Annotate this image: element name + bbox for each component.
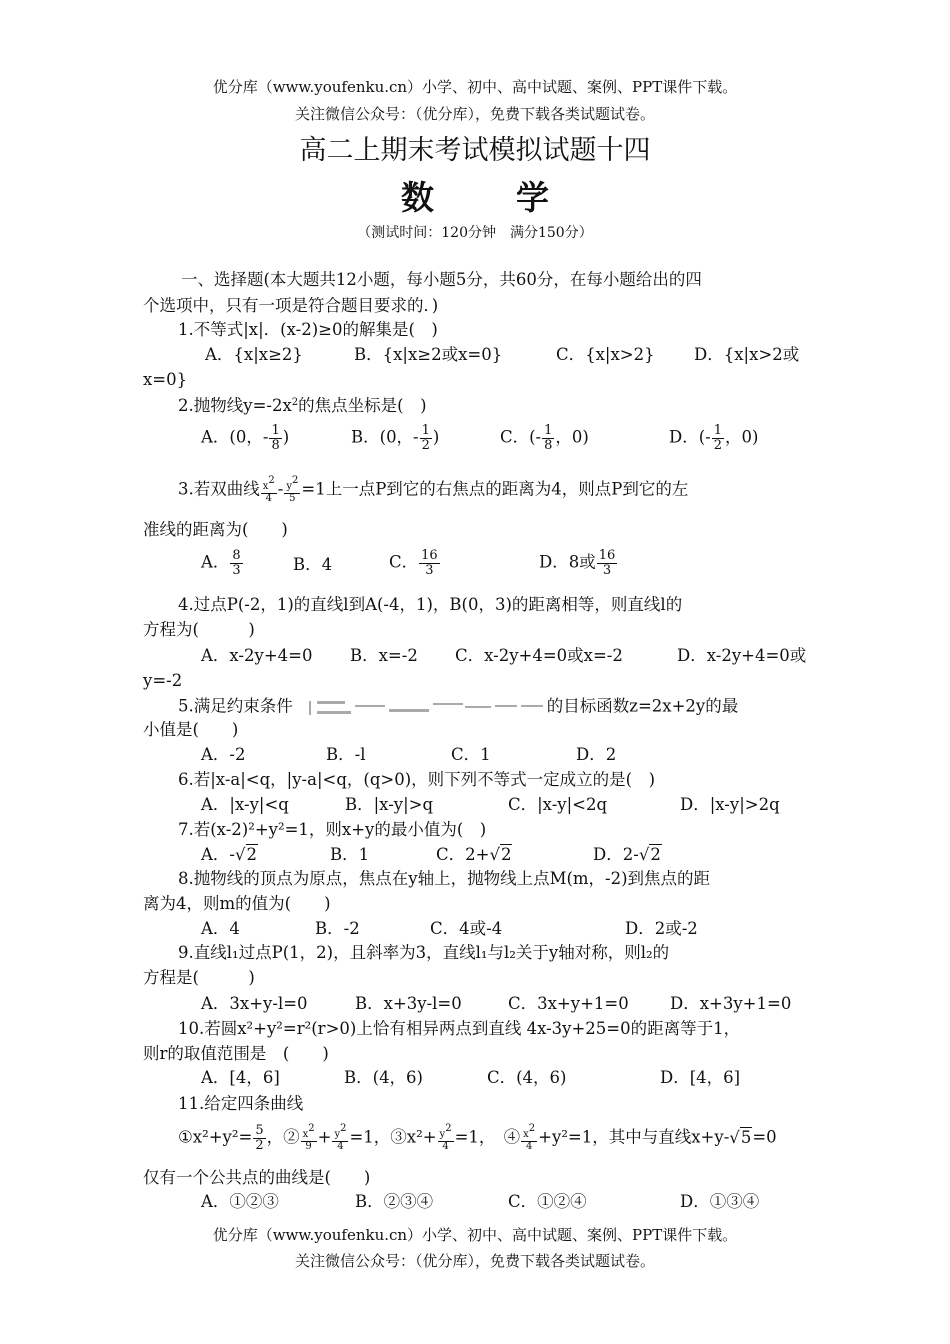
question-7: 7.若(x-2)²+y²=1，则x+y的最小值为( ): [178, 820, 487, 839]
q11-option-c: C．①②④: [508, 1192, 587, 1211]
question-2: 2.抛物线$y=-2x^2$的焦点坐标是( ): [178, 396, 427, 415]
question-11-cont: 仅有一个公共点的曲线是( ): [143, 1168, 371, 1187]
q9-option-c: C．3x+y+1=0: [508, 994, 629, 1013]
q3-option-c: C． $\frac{16}{3}$: [389, 548, 438, 578]
question-1: 1.不等式|x|．(x-2)≥0的解集是( ): [178, 320, 438, 339]
q3-option-d: D．8或 $\frac{16}{3}$: [539, 548, 616, 578]
question-11: 11.给定四条曲线: [178, 1094, 304, 1113]
q10-option-d: D．[4，6]: [660, 1068, 741, 1087]
q8-option-a: A．4: [201, 919, 240, 938]
question-6: 6.若|x-a|<q，|y-a|<q，(q>0)，则下列不等式一定成立的是( ): [178, 770, 656, 789]
q4-option-a: A．x-2y+4=0: [201, 646, 313, 665]
q4-option-b: B．x=-2: [350, 646, 418, 665]
q1-option-c: C．{x|x>2}: [556, 345, 655, 364]
q11-option-b: B．②③④: [355, 1192, 434, 1211]
question-4-cont: 方程为( ): [143, 620, 255, 639]
question-3-cont: 准线的距离为( ): [143, 520, 288, 539]
question-5: 5.满足约束条件 的目标函数z=2x+2y的最: [178, 696, 739, 716]
q4-option-d-cont: y=-2: [143, 671, 183, 690]
q3-option-b: B．4: [293, 555, 333, 574]
q5-option-d: D．2: [576, 745, 617, 764]
q5-option-a: A．-2: [201, 745, 246, 764]
question-10-cont: 则r的取值范围是 ( ): [143, 1044, 329, 1063]
q9-option-d: D．x+3y+1=0: [670, 994, 792, 1013]
footer-line-1: 优分库（www.youfenku.cn）小学、初中、高中试题、案例、PPT课件下载。: [212, 1226, 738, 1244]
q4-option-d: D．x-2y+4=0或: [677, 646, 807, 665]
question-8: 8.抛物线的顶点为原点，焦点在y轴上，抛物线上点M(m，-2)到焦点的距: [178, 869, 711, 888]
exam-info: （测试时间：120分钟 满分150分）: [357, 225, 593, 241]
q6-option-d: D．|x-y|>2q: [680, 795, 780, 814]
question-5-cont: 小值是( ): [143, 720, 239, 739]
subject-char-2: 学: [516, 178, 549, 217]
q6-option-b: B．|x-y|>q: [345, 795, 434, 814]
q7-option-a: A．-√2: [201, 845, 258, 864]
section-heading-cont: 个选项中，只有一项是符合题目要求的．): [143, 296, 439, 315]
q2-option-d: D．(- $\frac{1}{2}$ ，0): [669, 423, 759, 453]
q9-option-b: B．x+3y-l=0: [355, 994, 462, 1013]
subject-char-1: 数: [401, 178, 434, 217]
q6-option-a: A．|x-y|<q: [201, 795, 289, 814]
question-10: 10.若圆x²+y²=r²(r>0)上恰有相异两点到直线 4x-3y+25=0的距离等于1，: [178, 1019, 741, 1038]
q10-option-b: B．(4，6): [344, 1068, 423, 1087]
header-line-1: 优分库（www.youfenku.cn）小学、初中、高中试题、案例、PPT课件下载。: [212, 78, 738, 96]
q11-option-d: D．①③④: [680, 1192, 760, 1211]
question-9: 9.直线l₁过点P(1，2)，且斜率为3，直线l₁与l₂关于y轴对称，则l₂的: [178, 943, 670, 962]
q7-option-b: B．1: [330, 845, 370, 864]
header-line-2: 关注微信公众号：（优分库），免费下载各类试题试卷。: [294, 105, 655, 123]
subject-heading: [0, 172, 950, 219]
question-8-cont: 离为4，则m的值为( ): [143, 894, 331, 913]
q1-option-b: B．{x|x≥2或x=0}: [354, 345, 503, 364]
q10-option-a: A．[4，6]: [201, 1068, 280, 1087]
q4-option-c: C．x-2y+4=0或x=-2: [455, 646, 623, 665]
q11-option-a: A．①②③: [201, 1192, 279, 1211]
q9-option-a: A．3x+y-l=0: [201, 994, 308, 1013]
q2-option-c: C．(- $\frac{1}{8}$ ，0): [500, 423, 589, 453]
q2-option-b: B．(0，- $\frac{1}{2}$ ): [351, 423, 440, 453]
q1-option-a: A．{x|x≥2}: [205, 345, 303, 364]
q8-option-c: C．4或-4: [430, 919, 503, 938]
question-9-cont: 方程是( ): [143, 968, 255, 987]
question-11-curves: ①x²+y²= $\frac{5}{2}$ ，② $\frac{x^2}{9}$ + $\frac{y^2}{4}$ =1，③x²+ $\frac{y^2}{4}$ =1， ④ $\frac{x^2}{4}$ +y²=1，其中与直线x+y-√5=0: [178, 1123, 777, 1153]
q8-option-b: B．-2: [315, 919, 360, 938]
q1-option-d-cont: x=0}: [143, 370, 188, 389]
question-4: 4.过点P(-2，1)的直线l到A(-4，1)，B(0，3)的距离相等，则直线l的: [178, 595, 683, 614]
q5-option-c: C．1: [451, 745, 491, 764]
q3-option-a: A． $\frac{8}{3}$: [201, 548, 241, 578]
constraint-system-image: [293, 697, 547, 717]
q6-option-c: C．|x-y|<2q: [508, 795, 608, 814]
q5-option-b: B．-l: [326, 745, 366, 764]
q1-option-d: D．{x|x>2或: [694, 345, 800, 364]
q2-option-a: A．(0，- $\frac{1}{8}$ ): [201, 423, 290, 453]
q8-option-d: D．2或-2: [625, 919, 698, 938]
q7-option-c: C．2+√2: [436, 845, 512, 864]
q10-option-c: C．(4，6): [487, 1068, 567, 1087]
question-3: 3.若双曲线 $\frac{x^2}{4}$ - $\frac{y^2}{5}$ =1上一点P到它的右焦点的距离为4，则点P到它的左: [178, 475, 689, 504]
page-title: 高二上期末考试模拟试题十四: [299, 135, 651, 166]
q7-option-d: D．2-√2: [593, 845, 661, 864]
section-heading: 一、选择题(本大题共12小题，每小题5分，共60分，在每小题给出的四: [181, 270, 702, 289]
footer-line-2: 关注微信公众号：（优分库），免费下载各类试题试卷。: [294, 1252, 655, 1270]
